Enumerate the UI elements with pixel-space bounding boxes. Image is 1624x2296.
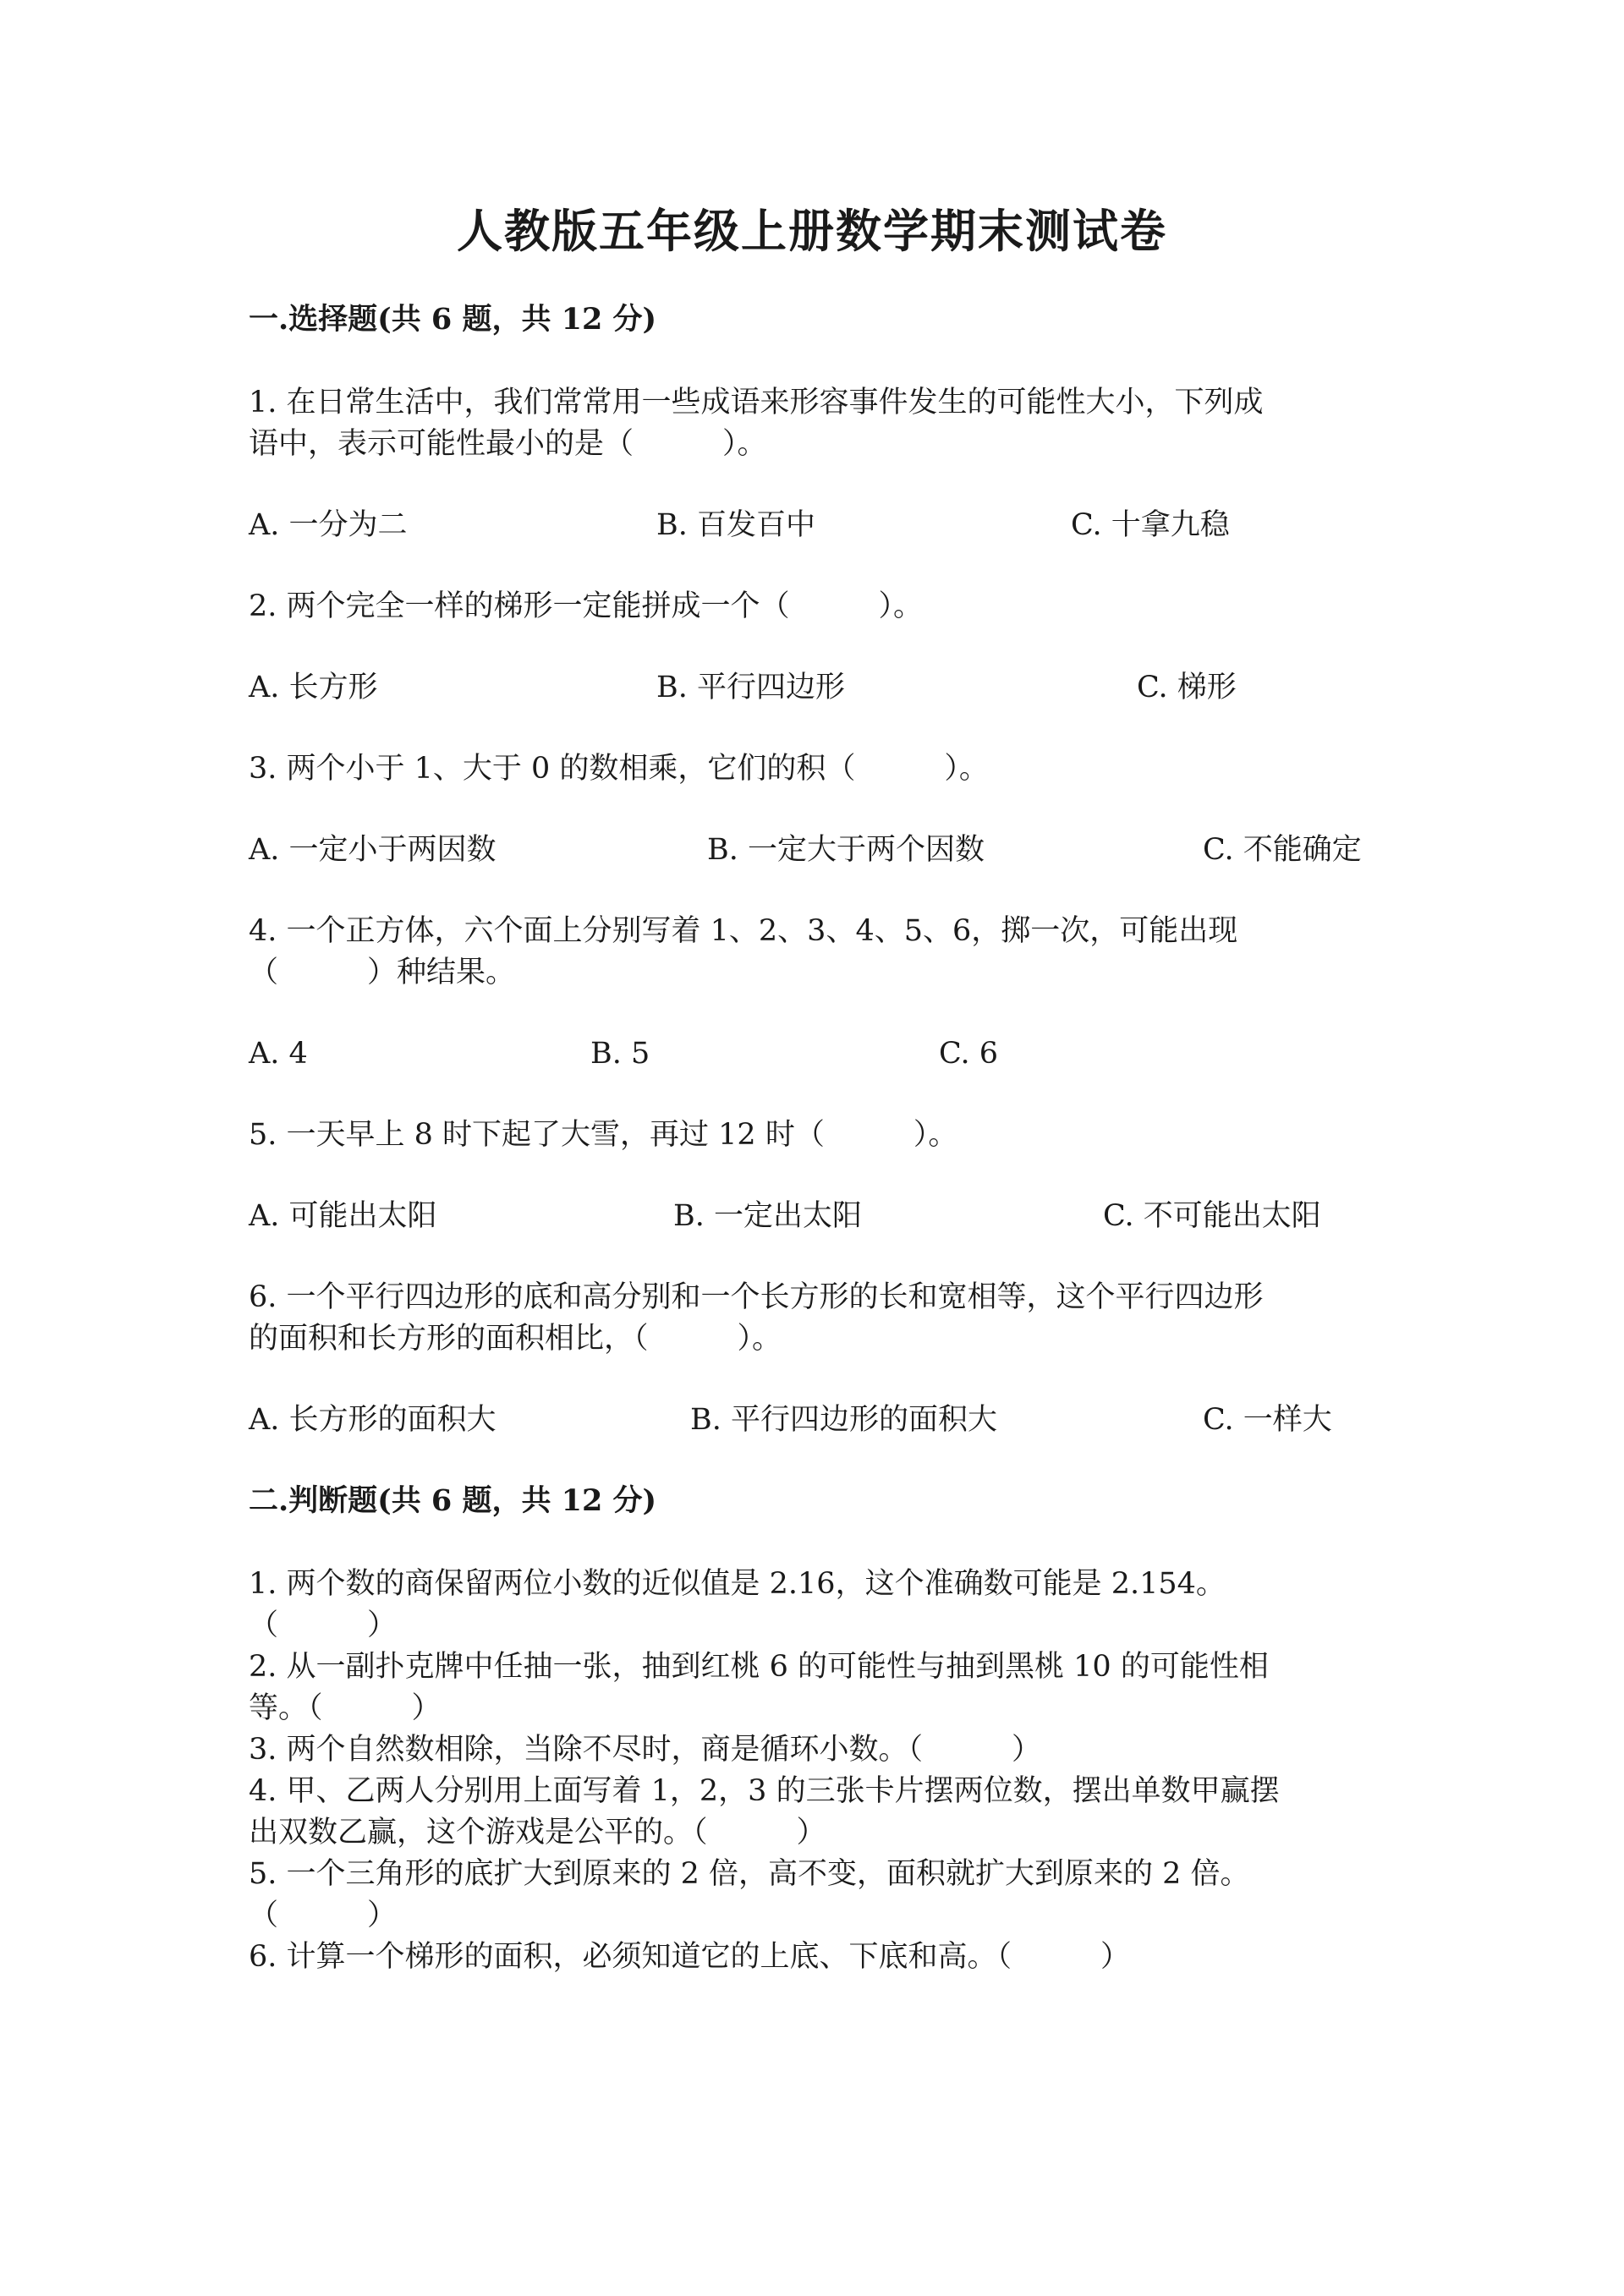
option-c: C. 十拿九稳	[1071, 508, 1230, 542]
question-line: （ ）	[249, 1899, 398, 1932]
option-a: A. 一定小于两因数	[249, 833, 497, 867]
question-line: 语中，表示可能性最小的是（ ）。	[249, 427, 767, 461]
option-c: C. 不能确定	[1203, 833, 1362, 867]
question-line: 5. 一个三角形的底扩大到原来的 2 倍，高不变，面积就扩大到原来的 2 倍。	[249, 1857, 1250, 1891]
option-a: A. 长方形的面积大	[249, 1403, 497, 1437]
option-c: C. 梯形	[1137, 671, 1237, 704]
option-b: B. 一定大于两个因数	[707, 833, 985, 867]
question-line: （ ）	[249, 1608, 398, 1642]
section-heading-multiple-choice: 一.选择题(共 6 题，共 12 分)	[249, 302, 657, 337]
option-b: B. 百发百中	[656, 508, 815, 542]
question-line: 5. 一天早上 8 时下起了大雪，再过 12 时（ ）。	[249, 1118, 958, 1152]
option-b: B. 平行四边形	[656, 671, 845, 704]
option-a: A. 可能出太阳	[249, 1199, 437, 1233]
question-line: 4. 甲、乙两人分别用上面写着 1，2，3 的三张卡片摆两位数，摆出单数甲赢摆	[249, 1774, 1280, 1808]
option-b: B. 一定出太阳	[673, 1199, 862, 1233]
question-line: 等。（ ）	[249, 1691, 442, 1725]
option-a: A. 长方形	[249, 671, 378, 704]
option-c: C. 6	[939, 1037, 999, 1071]
question-line: 1. 两个数的商保留两位小数的近似值是 2.16，这个准确数可能是 2.154。	[249, 1567, 1226, 1601]
question-line: 4. 一个正方体，六个面上分别写着 1、2、3、4、5、6，掷一次，可能出现	[249, 914, 1238, 948]
question-line: 2. 两个完全一样的梯形一定能拼成一个（ ）。	[249, 589, 924, 623]
exam-title: 人教版五年级上册数学期末测试卷	[457, 204, 1167, 258]
question-line: 3. 两个小于 1、大于 0 的数相乘，它们的积（ ）。	[249, 752, 989, 786]
option-a: A. 4	[249, 1037, 308, 1071]
question-line: 3. 两个自然数相除，当除不尽时，商是循环小数。（ ）	[249, 1733, 1042, 1767]
option-a: A. 一分为二	[249, 508, 408, 542]
option-b: B. 5	[590, 1037, 650, 1071]
option-c: C. 一样大	[1203, 1403, 1332, 1437]
question-line: 出双数乙赢，这个游戏是公平的。（ ）	[249, 1816, 826, 1849]
option-b: B. 平行四边形的面积大	[690, 1403, 997, 1437]
question-line: 6. 计算一个梯形的面积，必须知道它的上底、下底和高。（ ）	[249, 1940, 1131, 1974]
section-heading-true-false: 二.判断题(共 6 题，共 12 分)	[249, 1483, 657, 1518]
question-line: （ ）种结果。	[249, 956, 516, 989]
question-line: 2. 从一副扑克牌中任抽一张，抽到红桃 6 的可能性与抽到黑桃 10 的可能性相	[249, 1650, 1269, 1684]
option-c: C. 不可能出太阳	[1103, 1199, 1321, 1233]
question-line: 的面积和长方形的面积相比，（ ）。	[249, 1322, 782, 1356]
question-line: 6. 一个平行四边形的底和高分别和一个长方形的长和宽相等，这个平行四边形	[249, 1280, 1264, 1314]
question-line: 1. 在日常生活中，我们常常用一些成语来形容事件发生的可能性大小，下列成	[249, 386, 1264, 419]
